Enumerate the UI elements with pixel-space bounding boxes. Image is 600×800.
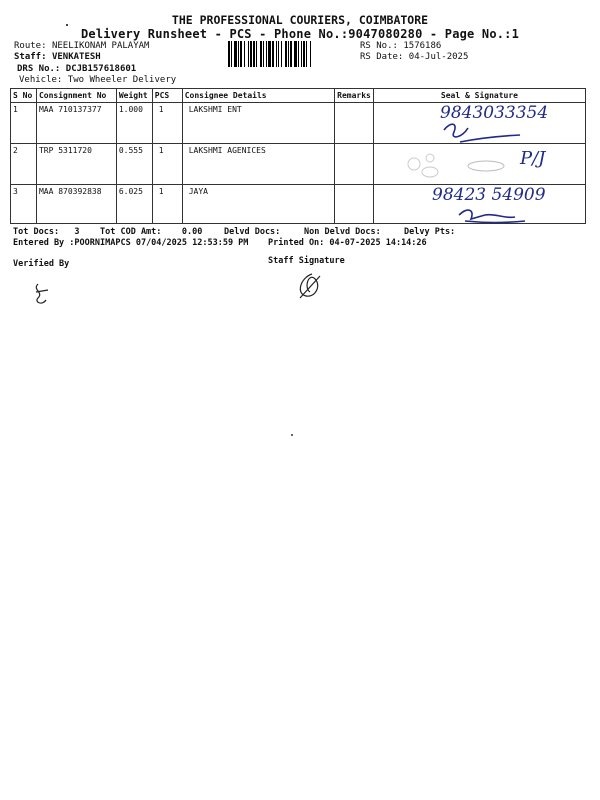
col-pcs: PCS — [152, 89, 182, 103]
delvy-pts-label: Delvy Pts: — [404, 227, 456, 237]
tot-docs — [13, 227, 80, 237]
table-header-row — [11, 89, 586, 103]
route-value: NEELIKONAM PALAYAM — [51, 41, 150, 51]
staff-value: VENKATESH — [51, 52, 101, 62]
cell-consignee: JAYA — [182, 185, 334, 224]
tot-docs-value: 3 — [74, 227, 80, 237]
cell-weight: 6.025 — [116, 185, 152, 224]
col-sno: S No — [11, 89, 37, 103]
handwritten-phone-1: 9843033354 — [440, 103, 549, 123]
printed-on — [268, 238, 427, 248]
cell-weight: 0.555 — [116, 144, 152, 185]
drs-label: DRS No.: — [17, 64, 61, 74]
tot-docs-label: Tot Docs: — [13, 227, 60, 237]
cell-pcs: 1 — [152, 103, 182, 144]
route-line — [14, 41, 149, 51]
entered-by — [13, 238, 248, 248]
vehicle-value: Two Wheeler Delivery — [67, 75, 177, 85]
entered-by-label: Entered By : — [13, 238, 75, 248]
drs-value: DCJB157618601 — [65, 64, 137, 74]
tot-cod-value: 0.00 — [181, 227, 203, 237]
drs-line — [17, 64, 136, 74]
col-consignee: Consignee Details — [182, 89, 334, 103]
scan-speck — [66, 24, 68, 26]
verifier-signature — [30, 280, 54, 308]
delvd-docs-label: Delvd Docs: — [224, 227, 281, 237]
entered-by-value: POORNIMAPCS 07/04/2025 12:53:59 PM — [74, 238, 249, 248]
printed-on-label: Printed On: — [268, 238, 325, 248]
cell-consignment: TRP 5311720 — [36, 144, 116, 185]
cell-pcs: 1 — [152, 185, 182, 224]
cell-consignment: MAA 870392838 — [36, 185, 116, 224]
staff-signature — [294, 270, 328, 302]
staff-label: Staff: — [14, 52, 47, 62]
col-consignment: Consignment No — [36, 89, 116, 103]
non-delvd-docs-label: Non Delvd Docs: — [304, 227, 381, 237]
runsheet-subtitle: Delivery Runsheet - PCS - Phone No.:9047080280 - Page No.:1 — [80, 27, 520, 41]
company-title: THE PROFESSIONAL COURIERS, COIMBATORE — [171, 13, 429, 27]
handwritten-phone-3: 98423 54909 — [432, 185, 546, 205]
cell-consignee: LAKSHMI ENT — [182, 103, 334, 144]
rs-no-line — [360, 41, 441, 51]
vehicle-line — [19, 75, 176, 85]
stamp-smudge — [400, 146, 460, 186]
tot-cod — [100, 227, 202, 237]
cell-sno: 1 — [11, 103, 37, 144]
tot-cod-label: Tot COD Amt: — [100, 227, 162, 237]
cell-pcs: 1 — [152, 144, 182, 185]
handwritten-note-2: P/J — [520, 148, 546, 169]
rs-date-value: 04-Jul-2025 — [408, 52, 469, 62]
cell-consignee: LAKSHMI AGENICES — [182, 144, 334, 185]
vehicle-label: Vehicle: — [19, 75, 63, 85]
cell-sno: 2 — [11, 144, 37, 185]
signature-scribble-2 — [462, 158, 512, 174]
barcode-image — [228, 41, 354, 67]
cell-weight: 1.000 — [116, 103, 152, 144]
rs-date-line — [360, 52, 468, 62]
cell-sno: 3 — [11, 185, 37, 224]
printed-on-value: 04-07-2025 14:14:26 — [329, 238, 427, 248]
cell-remarks — [335, 103, 374, 144]
route-label: Route: — [14, 41, 47, 51]
col-weight: Weight — [116, 89, 152, 103]
scan-speck — [291, 434, 293, 436]
cell-consignment: MAA 710137377 — [36, 103, 116, 144]
cell-remarks — [335, 185, 374, 224]
staff-signature-label: Staff Signature — [268, 256, 345, 266]
signature-scribble-3 — [455, 205, 535, 227]
rs-date-label: RS Date: — [360, 52, 404, 62]
signature-scribble-1 — [440, 120, 530, 146]
col-remarks: Remarks — [335, 89, 374, 103]
staff-line — [14, 52, 101, 62]
verified-by-label: Verified By — [13, 259, 70, 269]
cell-remarks — [335, 144, 374, 185]
col-signature: Seal & Signature — [373, 89, 585, 103]
rs-no-value: 1576186 — [403, 41, 442, 51]
rs-no-label: RS No.: — [360, 41, 398, 51]
